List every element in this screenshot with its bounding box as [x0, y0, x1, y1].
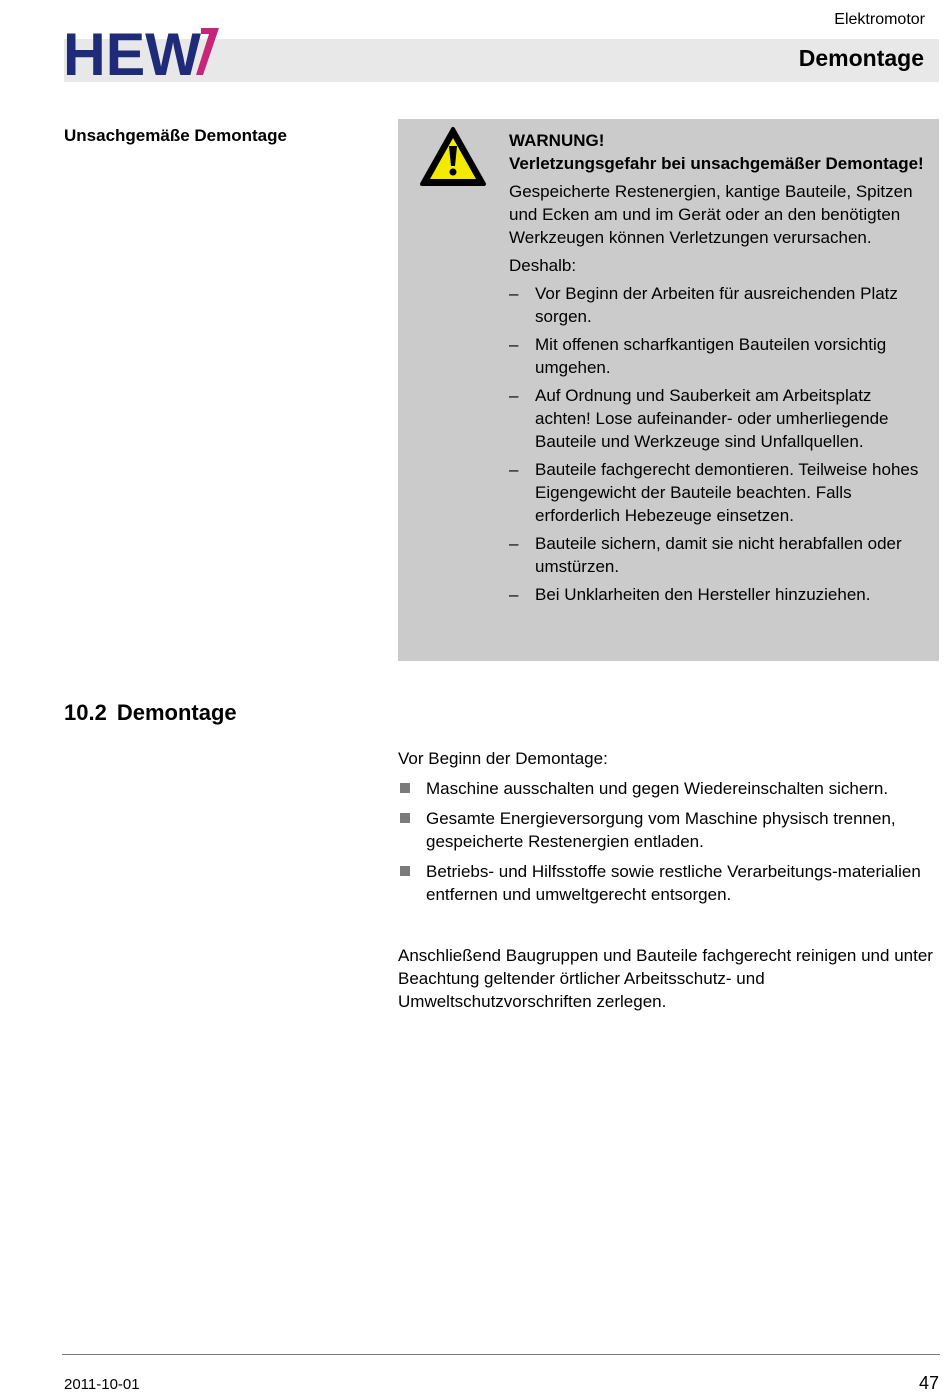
dash-marker: – [509, 284, 519, 303]
side-heading: Unsachgemäße Demontage [64, 126, 287, 145]
warning-list-text: Auf Ordnung und Sauberkeit am Arbeitsplatz achten! Lose aufeinander- oder umherliegende Bauteile und Werkzeuge sind Unfallquellen. [535, 386, 889, 451]
hew-logo [63, 26, 219, 78]
warning-list-item [509, 583, 929, 606]
square-bullet-icon [400, 783, 410, 793]
warning-triangle-icon [419, 126, 487, 188]
warning-list-item [509, 532, 929, 578]
list-item [398, 860, 938, 906]
section-number: 10.2 [64, 700, 107, 725]
dash-marker: – [509, 585, 519, 604]
warning-list-text: Vor Beginn der Arbeiten für ausreichenden Platz sorgen. [535, 284, 898, 326]
bullet-list [398, 777, 938, 913]
list-item-text: Gesamte Energieversorgung vom Maschine physisch trennen, gespeicherte Restenergien entladen. [426, 809, 896, 851]
warning-body: Gespeicherte Restenergien, kantige Bauteile, Spitzen und Ecken am und im Gerät oder an den benötigten Werkzeugen können Verletzungen verursachen. [509, 182, 913, 247]
warning-text [509, 129, 929, 606]
warning-list-text: Bauteile fachgerecht demontieren. Teilweise hohes Eigengewicht der Bauteile beachten. Falls erforderlich Hebezeuge einsetzen. [535, 460, 919, 525]
list-item-text: Betriebs- und Hilfsstoffe sowie restliche Verarbeitungs-materialien entfernen und umweltgerecht entsorgen. [426, 862, 921, 904]
warning-list-text: Bei Unklarheiten den Hersteller hinzuziehen. [535, 585, 871, 604]
dash-marker: – [509, 460, 519, 479]
footer-date: 2011-10-01 [64, 1376, 140, 1393]
section-heading [64, 700, 237, 726]
closing-paragraph: Anschließend Baugruppen und Bauteile fachgerecht reinigen und unter Beachtung geltender örtlicher Arbeitsschutz- und Umweltschutzvorschriften zerlegen. [398, 946, 933, 1011]
warning-headline: Verletzungsgefahr bei unsachgemäßer Demontage! [509, 154, 924, 173]
footer-divider [62, 1354, 940, 1355]
page-number: 47 [918, 1373, 939, 1393]
dash-marker: – [509, 335, 519, 354]
list-item [398, 777, 938, 800]
warning-list-item [509, 282, 929, 328]
dash-marker: – [509, 534, 519, 553]
warning-label: WARNUNG! [509, 131, 605, 150]
section-intro: Vor Beginn der Demontage: [398, 749, 608, 768]
svg-text:HEW: HEW [63, 26, 202, 78]
warning-list-item [509, 458, 929, 527]
header-title: Demontage [798, 45, 924, 71]
warning-list-text: Mit offenen scharfkantigen Bauteilen vorsichtig umgehen. [535, 335, 887, 377]
warning-therefore: Deshalb: [509, 256, 577, 275]
section-title: Demontage [116, 700, 237, 725]
warning-list-text: Bauteile sichern, damit sie nicht herabfallen oder umstürzen. [535, 534, 902, 576]
dash-marker: – [509, 386, 519, 405]
square-bullet-icon [400, 813, 410, 823]
warning-list-item [509, 384, 929, 453]
square-bullet-icon [400, 866, 410, 876]
header-subtitle: Elektromotor [834, 11, 925, 28]
warning-list-item [509, 333, 929, 379]
list-item [398, 807, 938, 853]
list-item-text: Maschine ausschalten und gegen Wiedereinschalten sichern. [426, 779, 889, 798]
